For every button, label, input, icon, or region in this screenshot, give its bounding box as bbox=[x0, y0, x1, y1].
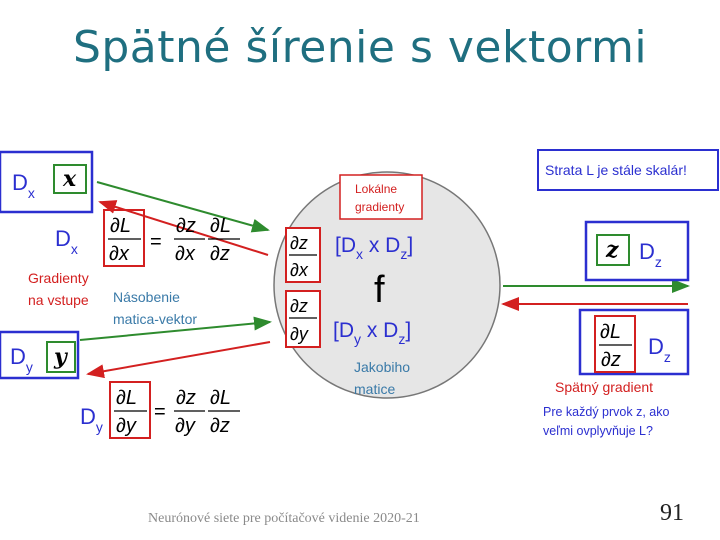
svg-text:∂z: ∂z bbox=[176, 387, 196, 409]
scalar-loss-note: Strata L je stále skalár! bbox=[545, 162, 687, 178]
grad-x-dim: $D_x$ bbox=[55, 226, 78, 257]
svg-text:∂x: ∂x bbox=[175, 243, 195, 265]
output-z-dim: $D_z$ bbox=[639, 239, 662, 270]
jacobian-y-shape: [$D_y$ x $D_z$] bbox=[333, 319, 412, 347]
svg-text:∂x: ∂x bbox=[109, 243, 129, 265]
svg-text:∂z: ∂z bbox=[290, 233, 308, 253]
svg-text:∂L: ∂L bbox=[110, 215, 132, 237]
svg-text:∂L: ∂L bbox=[116, 387, 138, 409]
upstream-gradient-label: Spätný gradient bbox=[555, 379, 654, 395]
slide-title: Spätné šírenie s vektormi bbox=[72, 22, 648, 73]
upstream-dim: $D_z$ bbox=[648, 334, 671, 365]
input-gradients-label: Gradienty na vstupe bbox=[28, 270, 89, 308]
svg-text:∂L: ∂L bbox=[210, 387, 232, 409]
svg-text:∂z: ∂z bbox=[601, 349, 621, 371]
jacobian-label: Jakobiho matice bbox=[354, 359, 411, 397]
grad-y-dim: $D_y$ bbox=[80, 404, 103, 435]
footer-text: Neurónové siete pre počítačové videnie 2020-21 bbox=[148, 511, 420, 526]
upstream-question: Pre každý prvok z, ako veľmi ovplyvňuje L? bbox=[543, 405, 670, 438]
svg-text:∂y: ∂y bbox=[290, 324, 308, 344]
input-y-dim: $D_y$ bbox=[10, 344, 33, 375]
svg-text:∂z: ∂z bbox=[210, 415, 230, 437]
output-z-symbol: z bbox=[606, 237, 619, 263]
backward-arrow-y bbox=[88, 342, 270, 374]
svg-text:∂z: ∂z bbox=[290, 296, 308, 316]
svg-text:∂L: ∂L bbox=[600, 321, 622, 343]
backprop-diagram bbox=[0, 142, 720, 442]
input-x-symbol: x bbox=[63, 166, 77, 192]
svg-text:∂y: ∂y bbox=[175, 415, 195, 437]
matvec-label: Násobenie matica-vektor bbox=[113, 289, 198, 327]
svg-text:=: = bbox=[154, 401, 166, 423]
input-y-symbol: y bbox=[54, 344, 67, 370]
grad-y-equation bbox=[114, 387, 240, 437]
input-x-dim: $D_x$ bbox=[12, 170, 35, 201]
node-label: f bbox=[374, 269, 385, 311]
jacobian-x-shape: [$D_x$ x $D_z$] bbox=[335, 234, 414, 262]
svg-text:=: = bbox=[150, 231, 162, 253]
local-gradients-label: Lokálne gradienty bbox=[355, 182, 405, 214]
svg-text:∂z: ∂z bbox=[176, 215, 196, 237]
svg-text:∂z: ∂z bbox=[210, 243, 230, 265]
page-number: 91 bbox=[660, 500, 684, 526]
svg-text:∂y: ∂y bbox=[116, 415, 136, 437]
svg-text:∂x: ∂x bbox=[290, 260, 308, 280]
svg-text:∂L: ∂L bbox=[210, 215, 232, 237]
